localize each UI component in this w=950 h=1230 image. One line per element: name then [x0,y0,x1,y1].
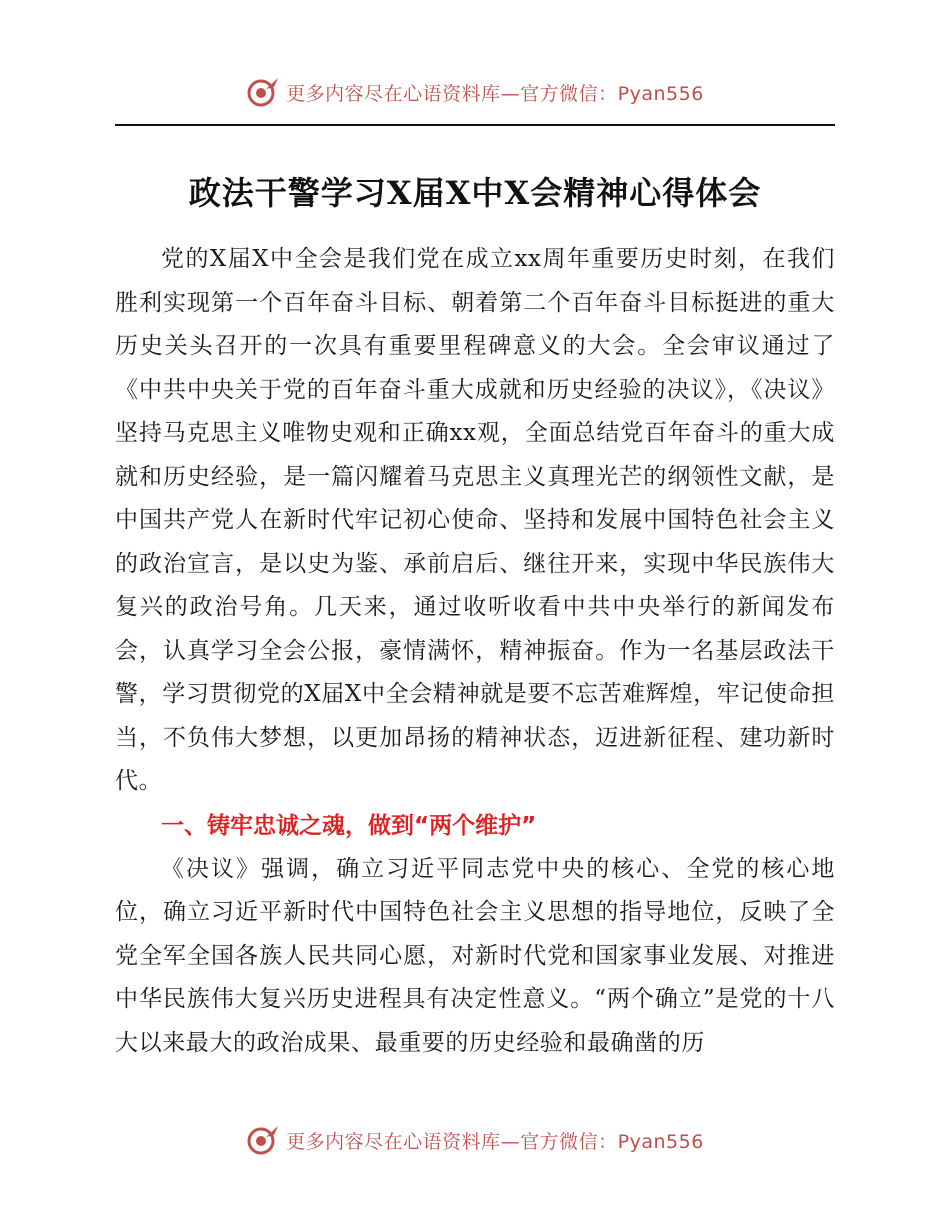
header-watermark [0,72,950,112]
document-body [115,238,835,1065]
quill-seal-logo-icon [246,1123,280,1157]
footer-watermark [0,1120,950,1160]
paragraph-section-1: 《决议》强调，确立习近平同志党中央的核心、全党的核心地位，确立习近平新时代中国特色社会主义思想的指导地位，反映了全党全军全国各族人民共同心愿，对新时代党和国家事业发展、对推进中华民族伟大复兴历史进程具有决定性意义。“两个确立”是党的十八大以来最大的政治成果、最重要的历史经验和最确凿的历 [115,855,835,1056]
document-title: 政法干警学习X届X中X会精神心得体会 [188,174,762,212]
section-heading-1: 一、铸牢忠诚之魂，做到“两个维护” [161,812,537,839]
footer-watermark-text: 更多内容尽在心语资料库—官方微信：Pyan556 [286,1130,704,1153]
quill-seal-logo-icon [246,75,280,109]
paragraph-intro: 党的X届X中全会是我们党在成立xx周年重要历史时刻，在我们胜利实现第一个百年奋斗目标、朝着第二个百年奋斗目标挺进的重大历史关头召开的一次具有重要里程碑意义的大会。全会审议通过了《中共中央关于党的百年奋斗重大成就和历史经验的决议》，《决议》坚持马克思主义唯物史观和正确xx观，全面总结党百年奋斗的重大成就和历史经验，是一篇闪耀着马克思主义真理光芒的纲领性文献，是中国共产党人在新时代牢记初心使命、坚持和发展中国特色社会主义的政治宣言，是以史为鉴、承前启后、继往开来，实现中华民族伟大复兴的政治号角。几天来，通过收听收看中共中央举行的新闻发布会，认真学习全会公报，豪情满怀，精神振奋。作为一名基层政法干警，学习贯彻党的X届X中全会精神就是要不忘苦难辉煌，牢记使命担当，不负伟大梦想，以更加昂扬的精神状态，迈进新征程、建功新时代。 [115,246,835,794]
header-watermark-text: 更多内容尽在心语资料库—官方微信：Pyan556 [286,82,704,105]
header-divider [115,124,835,126]
